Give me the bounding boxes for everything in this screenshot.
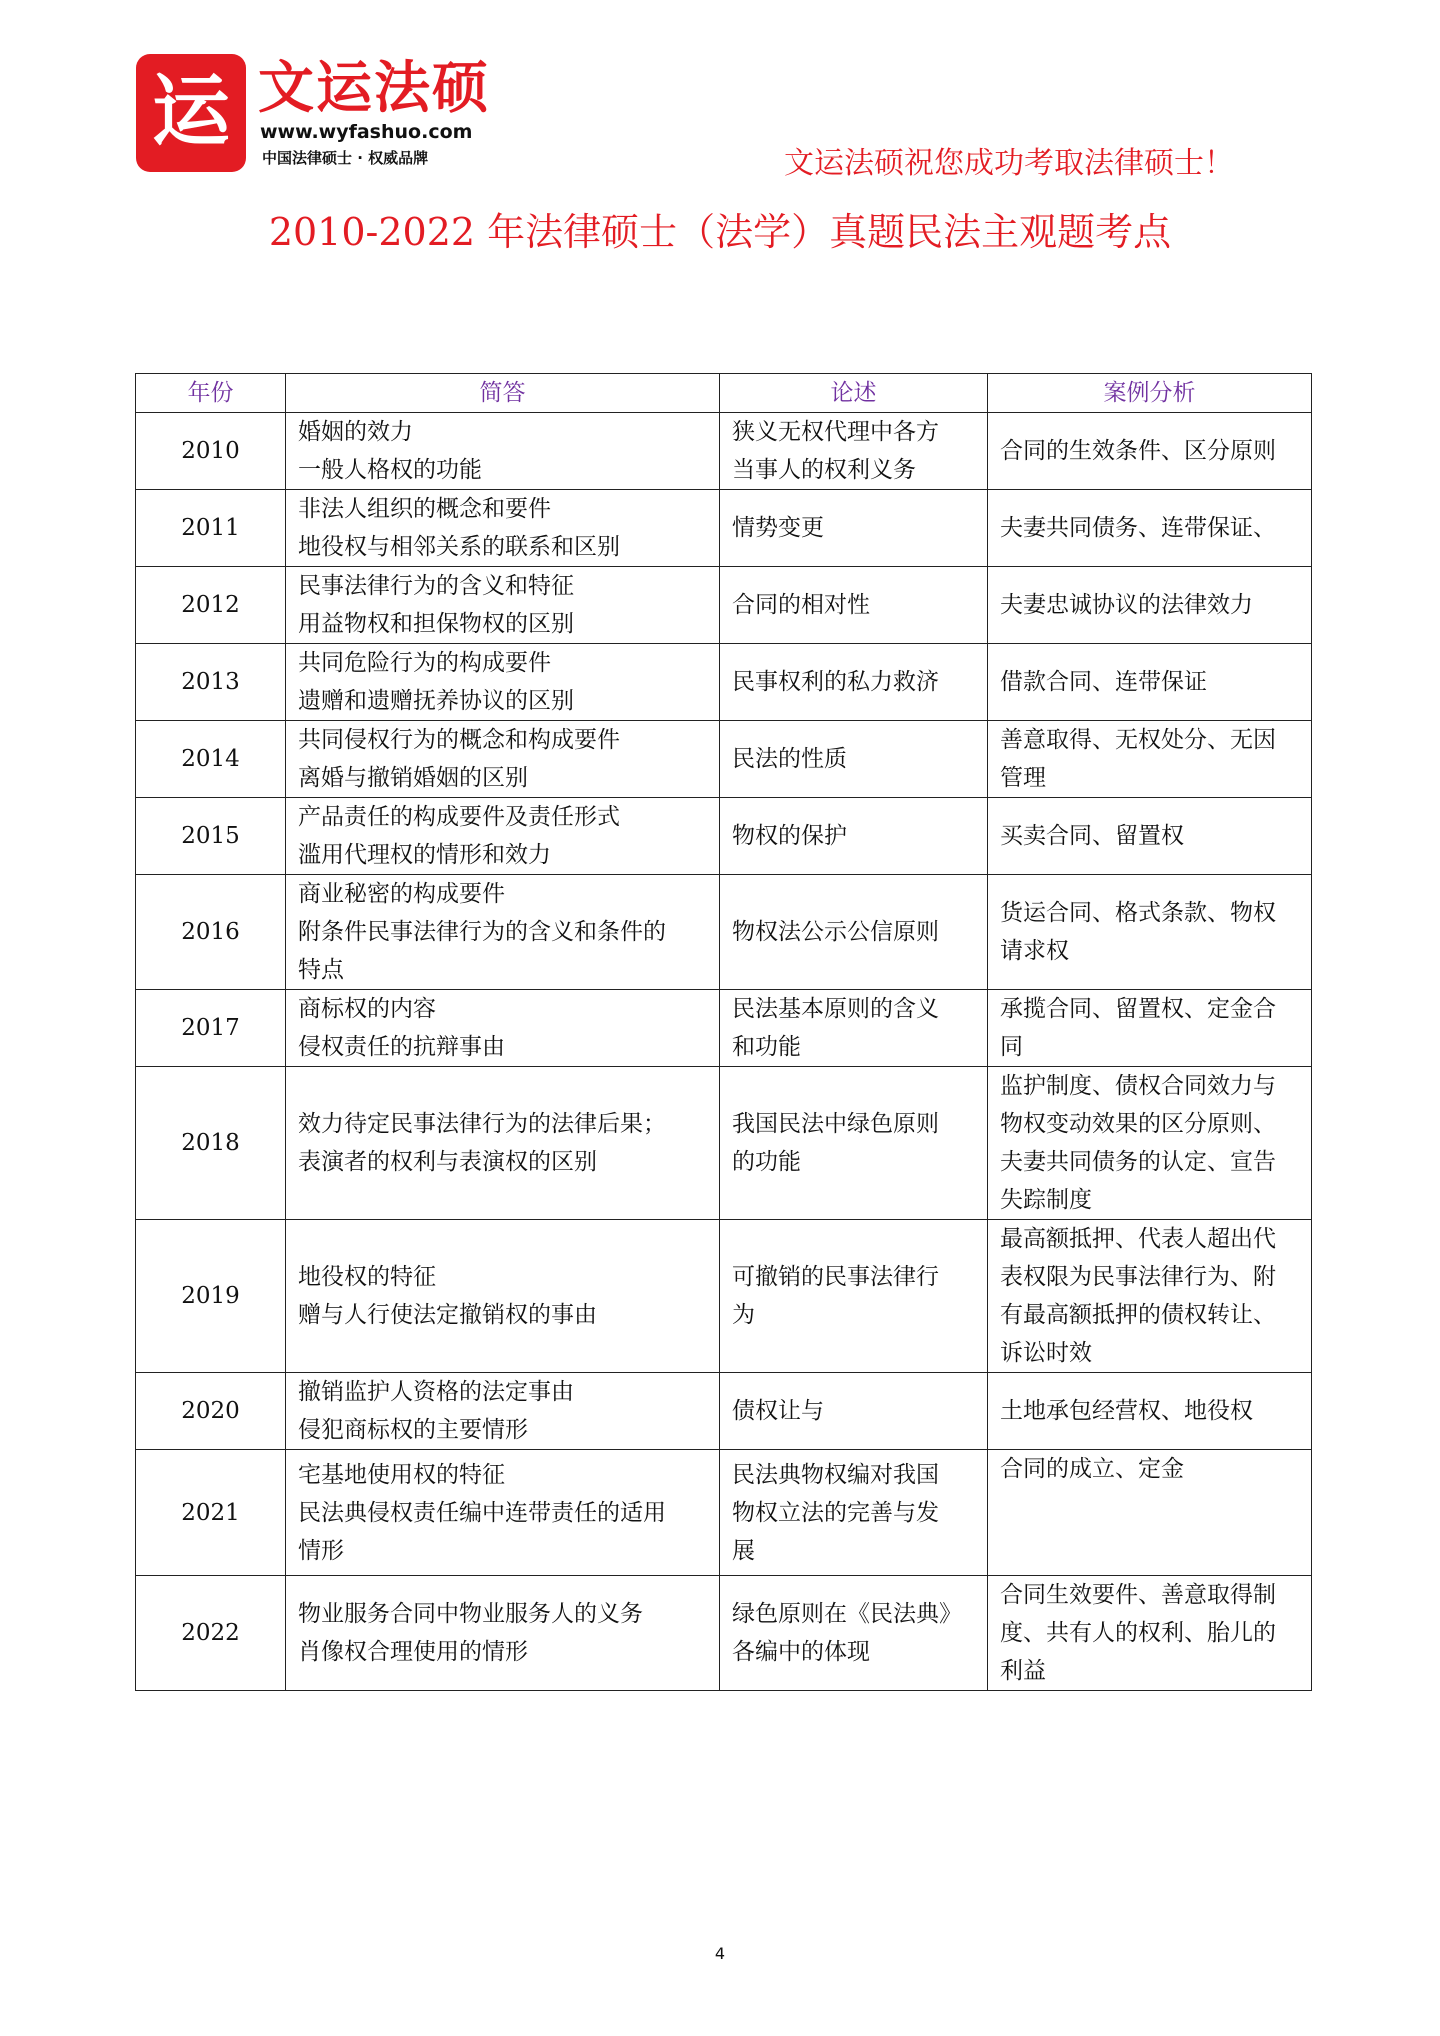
cell-line: 一般人格权的功能: [298, 457, 482, 483]
tagline: 文运法硕祝您成功考取法律硕士！: [784, 146, 1234, 181]
cell-line: 最高额抵押、代表人超出代: [1000, 1226, 1276, 1252]
table-row: [136, 798, 1312, 875]
table-row: [136, 875, 1312, 990]
cell-essay: [720, 1067, 988, 1220]
logo-glyph: 运: [151, 67, 230, 157]
header-case-analysis: 案例分析: [988, 374, 1312, 413]
table-body: [136, 413, 1312, 1691]
cell-case: [988, 721, 1312, 798]
cell-case: [988, 1450, 1312, 1576]
cell-line: 遗赠和遗赠抚养协议的区别: [298, 688, 574, 714]
page-number: 4: [714, 1944, 726, 1963]
cell-line: 滥用代理权的情形和效力: [298, 842, 551, 868]
cell-line: 物权变动效果的区分原则、: [1000, 1111, 1276, 1137]
cell-line: 承揽合同、留置权、定金合: [1000, 996, 1276, 1022]
logo-name: 文运法硕: [258, 56, 490, 121]
cell-essay: [720, 721, 988, 798]
cell-line: 和功能: [732, 1034, 801, 1060]
cell-essay: [720, 490, 988, 567]
cell-line: 借款合同、连带保证: [1000, 669, 1207, 695]
cell-line: 合同的相对性: [732, 592, 870, 618]
table-row: [136, 490, 1312, 567]
table-row: [136, 644, 1312, 721]
cell-short: [286, 567, 720, 644]
cell-year: 2013: [136, 644, 286, 721]
cell-line: 合同生效要件、善意取得制: [1000, 1582, 1276, 1608]
cell-year: 2021: [136, 1450, 286, 1576]
cell-year: 2011: [136, 490, 286, 567]
cell-line: 肖像权合理使用的情形: [298, 1639, 528, 1665]
table-row: [136, 1576, 1312, 1691]
cell-line: 买卖合同、留置权: [1000, 823, 1184, 849]
cell-case: [988, 875, 1312, 990]
table-row: [136, 1220, 1312, 1373]
cell-line: 管理: [1000, 765, 1046, 791]
cell-line: 共同危险行为的构成要件: [298, 650, 551, 676]
cell-line: 展: [732, 1537, 755, 1564]
header-short-answer: 简答: [286, 374, 720, 413]
cell-essay: [720, 413, 988, 490]
table-row: [136, 1067, 1312, 1220]
cell-line: 监护制度、债权合同效力与: [1000, 1073, 1276, 1099]
cell-line: 有最高额抵押的债权转让、: [1000, 1302, 1276, 1328]
cell-line: 婚姻的效力: [298, 419, 413, 445]
cell-case: [988, 1576, 1312, 1691]
cell-line: 表权限为民事法律行为、附: [1000, 1264, 1276, 1290]
cell-line: 民法的性质: [732, 746, 847, 772]
cell-line: 合同的成立、定金: [1000, 1456, 1184, 1482]
logo-url: www.wyfashuo.com: [260, 121, 473, 143]
logo: [136, 54, 496, 176]
cell-case: [988, 413, 1312, 490]
cell-line: 狭义无权代理中各方: [732, 419, 939, 445]
cell-case: [988, 1067, 1312, 1220]
cell-essay: [720, 875, 988, 990]
cell-essay: [720, 1373, 988, 1450]
cell-line: 为: [732, 1302, 755, 1328]
cell-line: 当事人的权利义务: [732, 457, 916, 483]
cell-essay: [720, 1220, 988, 1373]
cell-line: 善意取得、无权处分、无因: [1000, 727, 1276, 753]
table-row: [136, 721, 1312, 798]
cell-essay: [720, 798, 988, 875]
table-row: [136, 1373, 1312, 1450]
cell-line: 民事权利的私力救济: [732, 669, 939, 695]
cell-short: [286, 490, 720, 567]
cell-line: 民法典侵权责任编中连带责任的适用: [298, 1499, 666, 1526]
cell-case: [988, 1220, 1312, 1373]
table-row: [136, 413, 1312, 490]
cell-short: [286, 1450, 720, 1576]
cell-line: 民法典物权编对我国: [732, 1461, 939, 1488]
cell-line: 请求权: [1000, 938, 1069, 964]
cell-line: 同: [1000, 1034, 1023, 1060]
cell-line: 诉讼时效: [1000, 1340, 1092, 1366]
cell-year: 2012: [136, 567, 286, 644]
cell-line: 合同的生效条件、区分原则: [1000, 438, 1276, 464]
cell-line: 民法基本原则的含义: [732, 996, 939, 1022]
cell-line: 特点: [298, 957, 344, 983]
cell-short: [286, 1373, 720, 1450]
cell-line: 物权的保护: [732, 823, 847, 849]
cell-line: 侵权责任的抗辩事由: [298, 1034, 505, 1060]
cell-line: 我国民法中绿色原则: [732, 1111, 939, 1137]
cell-line: 夫妻忠诚协议的法律效力: [1000, 592, 1253, 618]
cell-line: 物权立法的完善与发: [732, 1499, 939, 1526]
cell-line: 宅基地使用权的特征: [298, 1461, 505, 1488]
cell-essay: [720, 567, 988, 644]
cell-line: 夫妻共同债务、连带保证、: [1000, 515, 1276, 541]
cell-line: 离婚与撤销婚姻的区别: [298, 765, 528, 791]
cell-line: 物业服务合同中物业服务人的义务: [298, 1601, 643, 1627]
page-title: 2010-2022 年法律硕士（法学）真题民法主观题考点: [268, 210, 1172, 254]
cell-line: 共同侵权行为的概念和构成要件: [298, 727, 620, 753]
table-row: [136, 1450, 1312, 1576]
cell-year: 2019: [136, 1220, 286, 1373]
cell-line: 附条件民事法律行为的含义和条件的: [298, 919, 666, 945]
cell-case: [988, 567, 1312, 644]
cell-line: 商业秘密的构成要件: [298, 881, 505, 907]
logo-slogan: 中国法律硕士 · 权威品牌: [262, 149, 429, 167]
cell-case: [988, 798, 1312, 875]
cell-short: [286, 1220, 720, 1373]
cell-line: 产品责任的构成要件及责任形式: [298, 804, 620, 830]
cell-line: 失踪制度: [1000, 1187, 1092, 1213]
cell-year: 2018: [136, 1067, 286, 1220]
cell-short: [286, 990, 720, 1067]
cell-short: [286, 644, 720, 721]
cell-line: 情势变更: [732, 515, 824, 541]
header-year: 年份: [136, 374, 286, 413]
cell-year: 2016: [136, 875, 286, 990]
cell-line: 情形: [298, 1537, 344, 1564]
cell-line: 用益物权和担保物权的区别: [298, 611, 574, 637]
cell-line: 民事法律行为的含义和特征: [298, 573, 574, 599]
cell-line: 利益: [1000, 1658, 1046, 1684]
cell-essay: [720, 990, 988, 1067]
logo-mark: [136, 54, 246, 172]
header-essay: 论述: [720, 374, 988, 413]
cell-line: 撤销监护人资格的法定事由: [298, 1379, 574, 1405]
cell-short: [286, 1576, 720, 1691]
cell-line: 绿色原则在《民法典》: [732, 1601, 962, 1627]
cell-case: [988, 990, 1312, 1067]
cell-case: [988, 1373, 1312, 1450]
cell-line: 债权让与: [732, 1398, 824, 1424]
cell-short: [286, 798, 720, 875]
cell-essay: [720, 1576, 988, 1691]
cell-case: [988, 644, 1312, 721]
cell-line: 可撤销的民事法律行: [732, 1264, 939, 1290]
cell-short: [286, 721, 720, 798]
cell-line: 各编中的体现: [732, 1639, 870, 1665]
cell-line: 地役权的特征: [298, 1264, 436, 1290]
table-header-row: [136, 374, 1312, 413]
cell-short: [286, 875, 720, 990]
cell-year: 2010: [136, 413, 286, 490]
table-row: [136, 567, 1312, 644]
cell-line: 表演者的权利与表演权的区别: [298, 1149, 597, 1175]
cell-case: [988, 490, 1312, 567]
cell-essay: [720, 1450, 988, 1576]
cell-line: 夫妻共同债务的认定、宣告: [1000, 1149, 1276, 1175]
cell-line: 度、共有人的权利、胎儿的: [1000, 1620, 1276, 1646]
cell-short: [286, 413, 720, 490]
exam-topics-table: [135, 373, 1312, 1691]
cell-essay: [720, 644, 988, 721]
cell-year: 2022: [136, 1576, 286, 1691]
table-row: [136, 990, 1312, 1067]
cell-line: 效力待定民事法律行为的法律后果；: [298, 1111, 666, 1137]
cell-year: 2014: [136, 721, 286, 798]
cell-line: 赠与人行使法定撤销权的事由: [298, 1302, 597, 1328]
cell-line: 货运合同、格式条款、物权: [1000, 900, 1276, 926]
cell-line: 的功能: [732, 1149, 801, 1175]
cell-line: 侵犯商标权的主要情形: [298, 1417, 528, 1443]
cell-year: 2015: [136, 798, 286, 875]
cell-line: 非法人组织的概念和要件: [298, 496, 551, 522]
cell-line: 商标权的内容: [298, 996, 436, 1022]
cell-line: 地役权与相邻关系的联系和区别: [298, 534, 620, 560]
cell-year: 2020: [136, 1373, 286, 1450]
cell-line: 物权法公示公信原则: [732, 919, 939, 945]
cell-short: [286, 1067, 720, 1220]
cell-line: 土地承包经营权、地役权: [1000, 1398, 1253, 1424]
cell-year: 2017: [136, 990, 286, 1067]
